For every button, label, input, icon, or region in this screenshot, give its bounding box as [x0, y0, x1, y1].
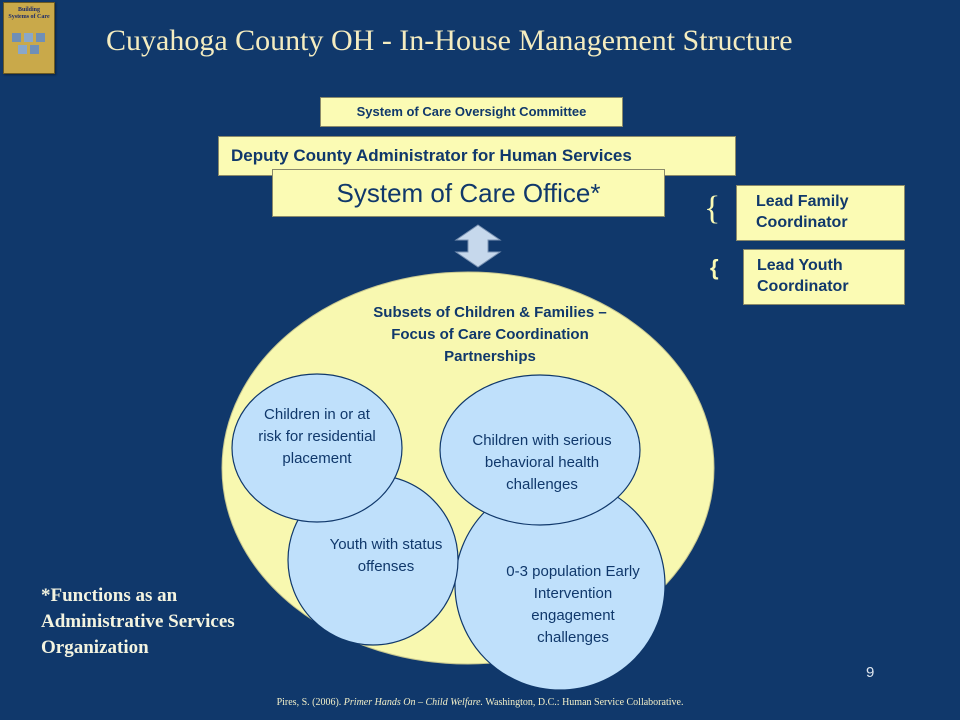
citation-author: Pires, S. (2006).	[276, 697, 342, 708]
subsets-heading	[320, 302, 660, 368]
footnote	[41, 583, 311, 661]
brace-icon: {	[704, 190, 721, 227]
circle-text-line: behavioral health	[484, 454, 600, 471]
book-cover-title: Building Systems of Care	[8, 7, 50, 20]
lead-youth-coordinator-box	[743, 249, 905, 305]
footnote-line2: Administrative Services	[41, 611, 235, 632]
circle-text-line: 0-3 population Early	[506, 563, 640, 580]
citation-work: Primer Hands On – Child Welfare.	[343, 697, 484, 708]
double-arrow-icon	[456, 225, 500, 267]
footnote-line3: Organization	[41, 637, 149, 658]
lead-family-coordinator-box	[736, 185, 905, 241]
footnote-line1: *Functions as an	[41, 585, 178, 606]
circle-text-line: offenses	[357, 558, 415, 575]
system-of-care-office-box: System of Care Office*	[272, 169, 665, 217]
lead-youth-line2: Coordinator	[757, 278, 849, 295]
citation-publisher: Washington, D.C.: Human Service Collaborative.	[485, 697, 684, 708]
circle-text-line: engagement	[531, 607, 615, 624]
slide-title: Cuyahoga County OH - In-House Management Structure	[106, 24, 793, 57]
circle-text-line: Children with serious	[472, 432, 612, 449]
page-number: 9	[866, 664, 875, 681]
circle-text-line: challenges	[506, 476, 578, 493]
subsets-line1: Subsets of Children & Families –	[373, 304, 607, 321]
circle-residential-label	[235, 404, 399, 470]
lead-family-line1: Lead Family	[756, 193, 849, 210]
circle-status-offenses-label	[296, 534, 476, 578]
circle-text-line: risk for residential	[258, 428, 376, 445]
brace-icon: {	[710, 255, 719, 280]
circle-text-line: Children in or at	[264, 406, 370, 423]
circle-text-line: challenges	[537, 629, 609, 646]
subsets-line2: Focus of Care Coordination	[391, 326, 589, 343]
circle-text-line: Intervention	[533, 585, 613, 602]
oversight-committee-box: System of Care Oversight Committee	[320, 97, 623, 127]
subsets-line3: Partnerships	[444, 348, 536, 365]
lead-family-line2: Coordinator	[756, 214, 848, 231]
circle-early-intervention-label	[483, 561, 663, 649]
citation	[0, 697, 960, 708]
circle-text-line: placement	[282, 450, 352, 467]
circle-text-line: Youth with status	[329, 536, 443, 553]
circle-behavioral-label	[446, 430, 638, 496]
deputy-administrator-box: Deputy County Administrator for Human Services	[218, 136, 736, 176]
lead-youth-line1: Lead Youth	[757, 257, 843, 274]
